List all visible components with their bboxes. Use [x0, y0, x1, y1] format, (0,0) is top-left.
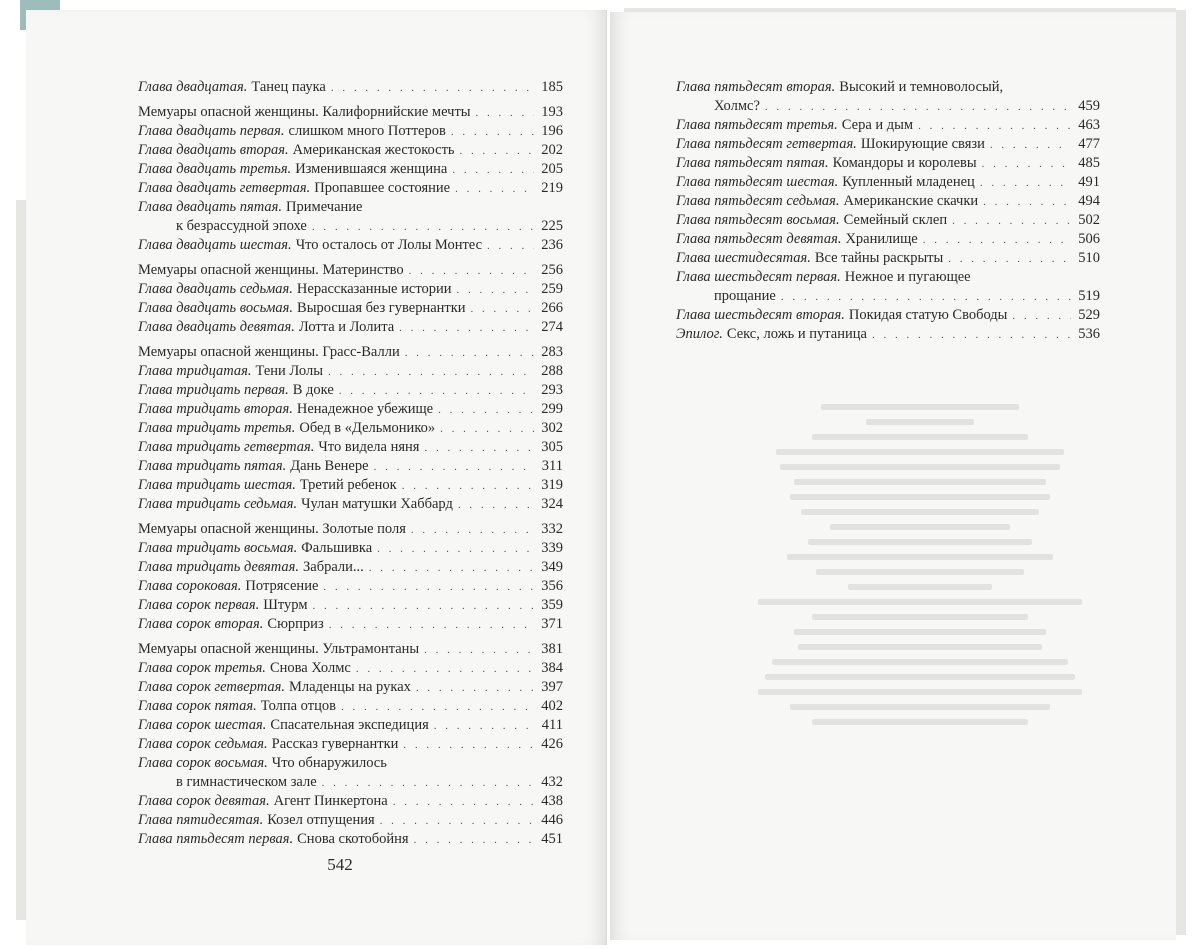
toc-dot-leader	[399, 319, 534, 338]
toc-entry-title: Дань Венере	[290, 458, 369, 474]
toc-entry-page-number: 529	[1078, 307, 1100, 323]
toc-entry-chapter-label: Глава шестьдесят первая.	[676, 269, 841, 285]
toc-entry	[676, 268, 1100, 287]
toc-entry-chapter-label: Глава двадцать гетвертая.	[138, 180, 311, 196]
toc-entry-chapter-label: Глава тридцать вторая.	[138, 401, 293, 417]
toc-entry	[138, 217, 563, 236]
toc-entry-title: Толпа отцов	[260, 698, 336, 714]
toc-entry-title: Танец паука	[251, 79, 326, 95]
toc-entry-chapter-label: Глава тридцать шестая.	[138, 477, 296, 493]
toc-entry-page-number: 384	[541, 660, 563, 676]
toc-entry-chapter-label: Глава шестидесятая.	[676, 250, 811, 266]
toc-entry	[138, 141, 563, 160]
toc-entry-page-number: 196	[541, 123, 563, 139]
toc-entry-page-number: 359	[541, 597, 563, 613]
toc-entry-title: В доке	[292, 382, 334, 398]
toc-dot-leader	[356, 660, 534, 679]
toc-entry-page-number: 349	[541, 559, 563, 575]
toc-entry-page-number: 193	[541, 104, 563, 120]
toc-dot-leader	[341, 698, 534, 717]
toc-entry-page-number: 302	[541, 420, 563, 436]
toc-dot-leader	[393, 793, 534, 812]
toc-dot-leader	[438, 401, 534, 420]
toc-entry-title: Забрали...	[303, 559, 364, 575]
toc-entry-title: Ненадежное убежище	[296, 401, 434, 417]
toc-entry-chapter-label: Глава двадцать восьмая.	[138, 300, 294, 316]
toc-entry-title: Агент Пинкертона	[273, 793, 388, 809]
toc-entry-title: Мемуары опасной женщины. Ультрамонтаны	[138, 641, 420, 657]
toc-entry-title: прощание	[714, 288, 776, 304]
toc-dot-leader	[403, 736, 534, 755]
toc-dot-leader	[339, 382, 534, 401]
toc-entry	[676, 97, 1100, 116]
toc-entry-chapter-label: Глава пятидесятая.	[138, 812, 264, 828]
toc-entry-title: Козел отпущения	[267, 812, 375, 828]
toc-entry-page-number: 283	[541, 344, 563, 360]
toc-entry-page-number: 236	[541, 237, 563, 253]
toc-dot-leader	[458, 496, 534, 515]
right-page-stack-edge	[1176, 10, 1186, 935]
toc-entry-page-number: 491	[1078, 174, 1100, 190]
toc-entry-title: Потрясение	[245, 578, 319, 594]
toc-entry-title: Обед в «Дельмонико»	[299, 420, 436, 436]
toc-entry-page-number: 219	[541, 180, 563, 196]
toc-entry-page-number: 438	[541, 793, 563, 809]
toc-entry-title: Мемуары опасной женщины. Материнство	[138, 262, 404, 278]
toc-entry	[676, 192, 1100, 211]
toc-entry	[138, 716, 563, 735]
toc-dot-leader	[923, 231, 1071, 250]
toc-entry-page-number: 319	[541, 477, 563, 493]
toc-entry-page-number: 205	[541, 161, 563, 177]
toc-entry-page-number: 305	[541, 439, 563, 455]
toc-dot-leader	[952, 212, 1071, 231]
toc-entry-title: Изменившаяся женщина	[295, 161, 448, 177]
toc-entry-chapter-label: Глава сорок вторая.	[138, 616, 264, 632]
toc-entry-page-number: 459	[1078, 98, 1100, 114]
toc-entry	[138, 476, 563, 495]
toc-entry-chapter-label: Глава сорок пятая.	[138, 698, 257, 714]
left-toc-list	[138, 78, 563, 849]
toc-entry-page-number: 256	[541, 262, 563, 278]
toc-entry	[138, 558, 563, 577]
toc-entry-chapter-label: Глава пятьдесят девятая.	[676, 231, 842, 247]
toc-entry	[138, 343, 563, 362]
toc-entry-chapter-label: Глава тридцать третья.	[138, 420, 296, 436]
toc-entry-chapter-label: Глава двадцать третья.	[138, 161, 292, 177]
toc-entry-page-number: 432	[541, 774, 563, 790]
toc-entry-page-number: 274	[541, 319, 563, 335]
toc-entry-page-number: 426	[541, 736, 563, 752]
toc-entry	[138, 811, 563, 830]
toc-entry-page-number: 381	[541, 641, 563, 657]
toc-dot-leader	[982, 155, 1071, 174]
toc-entry	[138, 299, 563, 318]
toc-entry-chapter-label: Глава двадцать девятая.	[138, 319, 295, 335]
toc-entry	[138, 122, 563, 141]
toc-entry	[138, 261, 563, 280]
toc-dot-leader	[980, 174, 1071, 193]
toc-entry	[138, 596, 563, 615]
toc-entry	[138, 520, 563, 539]
toc-entry	[676, 325, 1100, 344]
toc-entry-chapter-label: Глава сорок третья.	[138, 660, 266, 676]
toc-entry-title: Секс, ложь и путаница	[726, 326, 867, 342]
toc-entry-page-number: 259	[541, 281, 563, 297]
toc-entry-title: Мемуары опасной женщины. Золотые поля	[138, 521, 406, 537]
toc-entry	[138, 381, 563, 400]
toc-entry-chapter-label: Глава пятьдесят гетвертая.	[676, 136, 857, 152]
toc-entry-title: Третий ребенок	[299, 477, 397, 493]
toc-entry-title: Хранилище	[845, 231, 918, 247]
toc-entry-title: Шокирующие связи	[860, 136, 985, 152]
toc-entry-page-number: 494	[1078, 193, 1100, 209]
toc-entry-title: Американские скачки	[843, 193, 979, 209]
toc-dot-leader	[451, 123, 534, 142]
toc-entry-title: Покидая статую Свободы	[848, 307, 1008, 323]
toc-entry-page-number: 332	[541, 521, 563, 537]
toc-entry	[676, 211, 1100, 230]
toc-entry-title: Снова Холмс	[269, 660, 351, 676]
toc-entry	[138, 103, 563, 122]
toc-entry	[138, 735, 563, 754]
toc-entry-title: Младенцы на руках	[288, 679, 411, 695]
toc-entry-title: Мемуары опасной женщины. Грасс-Валли	[138, 344, 400, 360]
toc-entry-page-number: 225	[541, 218, 563, 234]
toc-entry-title: Все тайны раскрыты	[814, 250, 944, 266]
toc-entry-chapter-label: Глава пятьдесят третья.	[676, 117, 838, 133]
toc-entry-chapter-label: Глава тридцатая.	[138, 363, 252, 379]
left-page-stack-edge	[16, 200, 26, 920]
toc-entry-title: Что обнаружилось	[271, 755, 387, 771]
toc-entry-page-number: 339	[541, 540, 563, 556]
toc-entry-page-number: 519	[1078, 288, 1100, 304]
toc-entry-chapter-label: Глава двадцать первая.	[138, 123, 285, 139]
toc-entry-page-number: 356	[541, 578, 563, 594]
toc-entry	[138, 419, 563, 438]
toc-entry-title: Штурм	[263, 597, 308, 613]
toc-entry-page-number: 299	[541, 401, 563, 417]
toc-entry-title: Что осталось от Лолы Монтес	[295, 237, 483, 253]
toc-entry-title: Тени Лолы	[255, 363, 323, 379]
toc-entry-title: Высокий и темноволосый,	[839, 79, 1004, 95]
toc-dot-leader	[476, 104, 534, 123]
toc-entry	[138, 236, 563, 255]
toc-entry-chapter-label: Глава тридцать седьмая.	[138, 496, 298, 512]
toc-entry	[676, 78, 1100, 97]
toc-entry	[676, 173, 1100, 192]
toc-entry	[676, 287, 1100, 306]
toc-entry-title: Пропавшее состояние	[314, 180, 451, 196]
toc-entry-chapter-label: Глава двадцать седьмая.	[138, 281, 293, 297]
toc-dot-leader	[411, 521, 534, 540]
toc-entry-chapter-label: Глава двадцать вторая.	[138, 142, 289, 158]
toc-entry-chapter-label: Глава пятьдесят шестая.	[676, 174, 839, 190]
toc-dot-leader	[377, 540, 534, 559]
toc-entry-title: Купленный младенец	[842, 174, 975, 190]
toc-dot-leader	[1012, 307, 1071, 326]
toc-dot-leader	[872, 326, 1071, 345]
toc-entry-page-number: 502	[1078, 212, 1100, 228]
toc-entry	[138, 539, 563, 558]
toc-entry-page-number: 510	[1078, 250, 1100, 266]
toc-dot-leader	[781, 288, 1071, 307]
toc-dot-leader	[402, 477, 534, 496]
toc-entry-title: Спасательная экспедиция	[270, 717, 429, 733]
toc-entry-title: Что видела няня	[318, 439, 420, 455]
toc-entry-title: Чулан матушки Хаббард	[301, 496, 453, 512]
toc-entry-title: к безрассудной эпохе	[176, 218, 307, 234]
toc-dot-leader	[424, 439, 534, 458]
toc-dot-leader	[322, 774, 534, 793]
toc-entry-page-number: 506	[1078, 231, 1100, 247]
toc-dot-leader	[452, 161, 534, 180]
toc-entry-title: в гимнастическом зале	[176, 774, 317, 790]
toc-entry	[138, 457, 563, 476]
toc-entry-chapter-label: Глава пятьдесят седьмая.	[676, 193, 840, 209]
toc-entry-title: Американская жестокость	[292, 142, 455, 158]
toc-entry-chapter-label: Глава пятьдесят вторая.	[676, 79, 836, 95]
toc-entry-page-number: 293	[541, 382, 563, 398]
toc-entry-title: Лотта и Лолита	[298, 319, 395, 335]
toc-entry-page-number: 397	[541, 679, 563, 695]
toc-dot-leader	[312, 218, 534, 237]
toc-entry-chapter-label: Глава сорок гетвертая.	[138, 679, 285, 695]
toc-entry-page-number: 185	[541, 79, 563, 95]
right-toc-list	[676, 78, 1100, 344]
toc-dot-leader	[765, 98, 1071, 117]
toc-entry	[138, 615, 563, 634]
toc-dot-leader	[380, 812, 534, 831]
toc-entry-title: Семейный склеп	[843, 212, 948, 228]
toc-dot-leader	[323, 578, 534, 597]
toc-entry-title: Сюрприз	[267, 616, 324, 632]
toc-entry-page-number: 411	[541, 717, 563, 733]
toc-entry	[138, 362, 563, 381]
toc-entry	[676, 154, 1100, 173]
toc-entry-page-number: 371	[541, 616, 563, 632]
toc-entry	[676, 230, 1100, 249]
toc-entry-page-number: 485	[1078, 155, 1100, 171]
toc-entry-page-number: 324	[541, 496, 563, 512]
toc-entry-title: Фальшивка	[301, 540, 373, 556]
toc-entry-chapter-label: Глава тридцать первая.	[138, 382, 289, 398]
toc-dot-leader	[918, 117, 1071, 136]
toc-entry-page-number: 288	[541, 363, 563, 379]
toc-entry-chapter-label: Глава шестьдесят вторая.	[676, 307, 845, 323]
toc-entry-chapter-label: Глава тридцать пятая.	[138, 458, 287, 474]
toc-entry-chapter-label: Глава тридцать гетвертая.	[138, 439, 315, 455]
toc-dot-leader	[455, 180, 534, 199]
toc-dot-leader	[990, 136, 1071, 155]
toc-entry-chapter-label: Глава двадцатая.	[138, 79, 248, 95]
toc-entry-chapter-label: Глава двадцать шестая.	[138, 237, 292, 253]
toc-entry-chapter-label: Глава тридцать восьмая.	[138, 540, 298, 556]
toc-dot-leader	[440, 420, 534, 439]
toc-entry-title: Холмс?	[714, 98, 760, 114]
toc-entry	[138, 678, 563, 697]
toc-entry	[676, 306, 1100, 325]
toc-entry-title: Снова скотобойня	[297, 831, 409, 847]
toc-entry	[138, 400, 563, 419]
toc-dot-leader	[471, 300, 534, 319]
toc-entry-chapter-label: Глава сороковая.	[138, 578, 242, 594]
toc-entry	[138, 198, 563, 217]
toc-entry	[138, 640, 563, 659]
toc-entry-title: Сера и дым	[841, 117, 914, 133]
toc-dot-leader	[409, 262, 534, 281]
toc-entry	[676, 135, 1100, 154]
toc-dot-leader	[460, 142, 534, 161]
toc-dot-leader	[983, 193, 1071, 212]
toc-entry	[138, 179, 563, 198]
toc-entry	[138, 280, 563, 299]
toc-entry-title: Мемуары опасной женщины. Калифорнийские мечты	[138, 104, 471, 120]
toc-entry	[676, 249, 1100, 268]
toc-entry-chapter-label: Глава сорок шестая.	[138, 717, 267, 733]
toc-dot-leader	[487, 237, 534, 256]
toc-entry-chapter-label: Глава пятьдесят первая.	[138, 831, 294, 847]
toc-entry-page-number: 536	[1078, 326, 1100, 342]
toc-entry-chapter-label: Эпилог.	[676, 326, 723, 342]
toc-entry	[138, 577, 563, 596]
toc-entry	[138, 659, 563, 678]
toc-entry-page-number: 451	[541, 831, 563, 847]
toc-entry-page-number: 402	[541, 698, 563, 714]
toc-dot-leader	[414, 831, 534, 850]
toc-dot-leader	[313, 597, 534, 616]
toc-entry	[138, 792, 563, 811]
toc-entry-title: Нежное и пугающее	[844, 269, 971, 285]
toc-entry	[138, 78, 563, 97]
toc-entry	[676, 116, 1100, 135]
toc-dot-leader	[456, 281, 534, 300]
toc-entry-chapter-label: Глава тридцать девятая.	[138, 559, 300, 575]
toc-entry-title: Командоры и королевы	[832, 155, 977, 171]
toc-dot-leader	[416, 679, 534, 698]
toc-entry-page-number: 266	[541, 300, 563, 316]
toc-entry	[138, 697, 563, 716]
show-through-imprint	[740, 395, 1100, 875]
toc-entry	[138, 318, 563, 337]
toc-entry-title: Примечание	[286, 199, 363, 215]
toc-dot-leader	[331, 79, 534, 98]
toc-dot-leader	[374, 458, 534, 477]
toc-dot-leader	[948, 250, 1071, 269]
toc-entry-chapter-label: Глава пятьдесят восьмая.	[676, 212, 840, 228]
toc-dot-leader	[434, 717, 534, 736]
toc-dot-leader	[329, 616, 534, 635]
toc-entry-chapter-label: Глава двадцать пятая.	[138, 199, 283, 215]
toc-entry	[138, 160, 563, 179]
toc-entry-chapter-label: Глава пятьдесят пятая.	[676, 155, 829, 171]
toc-entry	[138, 773, 563, 792]
toc-entry-page-number: 311	[541, 458, 563, 474]
toc-dot-leader	[369, 559, 534, 578]
toc-entry-chapter-label: Глава сорок седьмая.	[138, 736, 268, 752]
toc-entry	[138, 495, 563, 514]
toc-entry-title: Нерассказанные истории	[296, 281, 452, 297]
toc-entry-page-number: 202	[541, 142, 563, 158]
toc-entry-title: Рассказ гувернантки	[271, 736, 399, 752]
toc-entry	[138, 754, 563, 773]
toc-dot-leader	[405, 344, 534, 363]
toc-entry	[138, 830, 563, 849]
page-number: 542	[327, 855, 353, 874]
toc-entry-title: слишком много Поттеров	[288, 123, 446, 139]
toc-dot-leader	[424, 641, 534, 660]
toc-entry	[138, 438, 563, 457]
toc-entry-chapter-label: Глава сорок первая.	[138, 597, 260, 613]
toc-entry-page-number: 463	[1078, 117, 1100, 133]
toc-entry-title: Выросшая без гувернантки	[297, 300, 466, 316]
toc-entry-chapter-label: Глава сорок девятая.	[138, 793, 270, 809]
toc-entry-chapter-label: Глава сорок восьмая.	[138, 755, 268, 771]
toc-entry-page-number: 446	[541, 812, 563, 828]
toc-dot-leader	[328, 363, 534, 382]
toc-entry-page-number: 477	[1078, 136, 1100, 152]
